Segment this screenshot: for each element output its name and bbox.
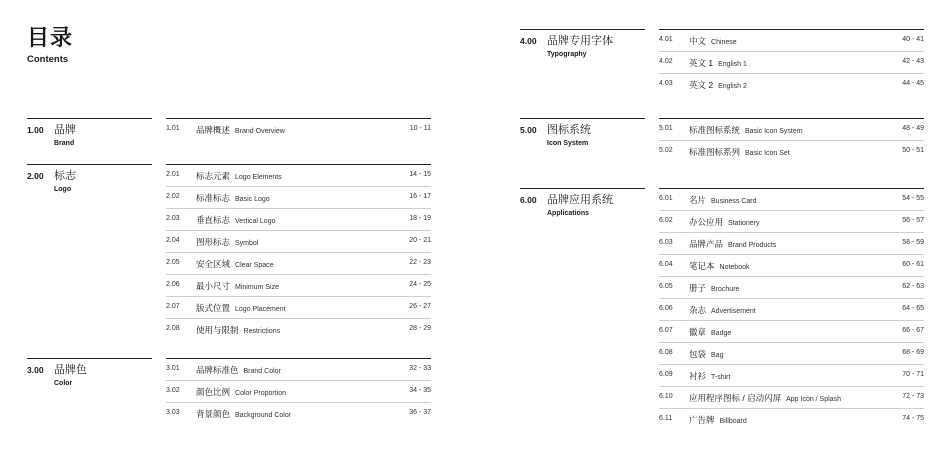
entry-title-zh: 应用程序图标 / 启动闪屏	[689, 393, 782, 403]
section-heading[interactable]	[520, 188, 645, 229]
entry-title-en: Vertical Logo	[235, 218, 276, 225]
section-heading[interactable]	[520, 29, 645, 70]
toc-entry[interactable]	[166, 319, 431, 340]
section-items	[166, 358, 431, 424]
entry-title	[689, 56, 747, 71]
entry-page-range: 66 - 67	[902, 327, 924, 334]
entry-number: 6.04	[659, 261, 673, 268]
entry-number: 6.11	[659, 415, 673, 422]
entry-title-zh: 杂志	[689, 305, 707, 315]
section-number: 4.00	[520, 36, 537, 46]
entry-title-zh: 品牌产品	[689, 239, 724, 249]
entry-title-zh: 品牌概述	[196, 125, 231, 135]
section-title-en: Icon System	[547, 140, 589, 147]
entry-title	[689, 145, 790, 160]
entry-title-en: Clear Space	[235, 262, 274, 269]
entry-number: 2.03	[166, 215, 180, 222]
entry-number: 6.09	[659, 371, 673, 378]
entry-title-en: Brand Overview	[235, 128, 285, 135]
section-title-zh: 品牌色	[54, 364, 87, 376]
toc-entry[interactable]	[166, 275, 431, 297]
section-number: 5.00	[520, 125, 537, 135]
toc-entry[interactable]	[166, 381, 431, 403]
entry-number: 5.01	[659, 125, 673, 132]
section-title-zh: 品牌专用字体	[547, 35, 613, 47]
entry-page-range: 20 - 21	[409, 237, 431, 244]
entry-title	[689, 347, 723, 362]
entry-number: 6.02	[659, 217, 673, 224]
toc-entry[interactable]	[659, 30, 924, 52]
section-items	[166, 118, 431, 140]
entry-title-en: Brand Color	[243, 368, 281, 375]
section-number: 1.00	[27, 125, 44, 135]
entry-title-zh: 背景颜色	[196, 409, 231, 419]
entry-title-en: English 1	[718, 61, 747, 68]
toc-entry[interactable]	[659, 141, 924, 162]
section-number: 3.00	[27, 365, 44, 375]
entry-page-range: 40 - 41	[902, 36, 924, 43]
entry-number: 6.06	[659, 305, 673, 312]
entry-title	[196, 279, 279, 294]
entry-number: 2.04	[166, 237, 180, 244]
entry-title	[689, 34, 737, 49]
entry-number: 4.03	[659, 80, 673, 87]
entry-number: 2.02	[166, 193, 180, 200]
toc-entry[interactable]	[659, 409, 924, 430]
entry-title-en: Notebook	[719, 264, 750, 271]
entry-title-en: Brand Products	[728, 242, 777, 249]
toc-entry[interactable]	[659, 365, 924, 387]
entry-page-range: 14 - 15	[409, 171, 431, 178]
entry-title	[689, 369, 730, 384]
entry-title-en: Billboard	[719, 418, 747, 425]
toc-entry[interactable]	[166, 187, 431, 209]
entry-title-en: Restrictions	[243, 328, 281, 335]
section-items	[659, 188, 924, 430]
toc-entry[interactable]	[659, 119, 924, 141]
toc-entry[interactable]	[659, 343, 924, 365]
entry-number: 3.01	[166, 365, 180, 372]
entry-title-en: Brochure	[711, 286, 740, 293]
entry-page-range: 60 - 61	[902, 261, 924, 268]
entry-title	[196, 363, 281, 378]
section-heading[interactable]	[520, 118, 645, 159]
section-heading[interactable]	[27, 118, 152, 159]
entry-title-zh: 办公应用	[689, 217, 724, 227]
entry-title	[196, 407, 291, 422]
toc-entry[interactable]	[659, 321, 924, 343]
section-title-en: Logo	[54, 186, 72, 193]
section-title-zh: 品牌	[54, 124, 76, 136]
section-title-en: Color	[54, 380, 73, 387]
entry-title-en: Bag	[711, 352, 724, 359]
entry-title-zh: 使用与限制	[196, 325, 239, 335]
toc-entry[interactable]	[166, 165, 431, 187]
entry-page-range: 44 - 45	[902, 80, 924, 87]
entry-page-range: 54 - 55	[902, 195, 924, 202]
entry-title-en: Chinese	[711, 39, 737, 46]
entry-number: 2.08	[166, 325, 180, 332]
entry-title-zh: 标志元素	[196, 171, 231, 181]
entry-page-range: 32 - 33	[409, 365, 431, 372]
entry-title-en: Basic Icon System	[745, 128, 803, 135]
entry-title	[196, 257, 274, 272]
toc-entry[interactable]	[166, 253, 431, 275]
entry-title	[689, 281, 739, 296]
section-title-zh: 图标系统	[547, 124, 591, 136]
toc-entry[interactable]	[166, 297, 431, 319]
entry-title-zh: 衬衫	[689, 371, 707, 381]
toc-entry[interactable]	[166, 231, 431, 253]
entry-title	[196, 235, 258, 250]
entry-title-zh: 标准图标系列	[689, 147, 741, 157]
entry-title-zh: 安全区域	[196, 259, 231, 269]
entry-title-en: Minimum Size	[235, 284, 279, 291]
entry-page-range: 16 - 17	[409, 193, 431, 200]
toc-entry[interactable]	[166, 403, 431, 424]
entry-page-range: 72 - 73	[902, 393, 924, 400]
entry-title	[689, 303, 756, 318]
page-subtitle: Contents	[27, 54, 69, 65]
section-number: 2.00	[27, 171, 44, 181]
entry-number: 4.02	[659, 58, 673, 65]
entry-title-zh: 版式位置	[196, 303, 231, 313]
entry-number: 3.02	[166, 387, 180, 394]
entry-title	[689, 193, 757, 208]
entry-title-zh: 包袋	[689, 349, 707, 359]
toc-entry[interactable]	[659, 52, 924, 74]
entry-page-range: 24 - 25	[409, 281, 431, 288]
entry-title-zh: 英文 2	[689, 80, 714, 90]
toc-entry[interactable]	[659, 211, 924, 233]
entry-number: 6.10	[659, 393, 673, 400]
entry-title-en: Color Proportion	[235, 390, 286, 397]
entry-title-zh: 中文	[689, 36, 707, 46]
entry-title-en: Badge	[711, 330, 732, 337]
entry-page-range: 56 - 57	[902, 217, 924, 224]
entry-page-range: 58 - 59	[902, 239, 924, 246]
toc-entry[interactable]	[659, 387, 924, 409]
entry-title	[689, 259, 749, 274]
entry-title-en: Symbol	[235, 240, 259, 247]
entry-page-range: 70 - 71	[902, 371, 924, 378]
entry-title-en: Business Card	[711, 198, 757, 205]
entry-title-en: Background Color	[235, 412, 292, 419]
toc-entry[interactable]	[659, 255, 924, 277]
entry-title-zh: 笔记本	[689, 261, 715, 271]
entry-title-en: Basic Icon Set	[745, 150, 790, 157]
entry-title-en: Basic Logo	[235, 196, 270, 203]
entry-title-en: App Icon / Splash	[786, 396, 841, 403]
entry-title-zh: 英文 1	[689, 58, 714, 68]
entry-page-range: 36 - 37	[409, 409, 431, 416]
entry-title	[196, 213, 276, 228]
section-items	[166, 164, 431, 340]
entry-title	[689, 391, 841, 406]
entry-number: 2.05	[166, 259, 180, 266]
entry-page-range: 62 - 63	[902, 283, 924, 290]
toc-entry[interactable]	[166, 359, 431, 381]
entry-number: 2.01	[166, 171, 180, 178]
entry-title	[196, 301, 286, 316]
entry-title-en: T-shirt	[711, 374, 731, 381]
toc-entry[interactable]	[166, 119, 431, 140]
toc-entry[interactable]	[659, 74, 924, 95]
entry-title-en: Advertisement	[711, 308, 756, 315]
entry-number: 6.03	[659, 239, 673, 246]
section-heading[interactable]	[27, 164, 152, 205]
entry-title	[689, 413, 747, 428]
entry-title	[196, 323, 280, 338]
toc-entry[interactable]	[166, 209, 431, 231]
entry-number: 6.07	[659, 327, 673, 334]
entry-title	[196, 385, 286, 400]
section-number: 6.00	[520, 195, 537, 205]
entry-title	[196, 123, 285, 138]
entry-number: 1.01	[166, 125, 180, 132]
entry-number: 4.01	[659, 36, 673, 43]
entry-page-range: 74 - 75	[902, 415, 924, 422]
entry-title-zh: 广告牌	[689, 415, 715, 425]
entry-title-zh: 册子	[689, 283, 707, 293]
entry-page-range: 26 - 27	[409, 303, 431, 310]
section-title-en: Brand	[54, 140, 75, 147]
entry-title-zh: 颜色比例	[196, 387, 231, 397]
entry-page-range: 50 - 51	[902, 147, 924, 154]
entry-number: 5.02	[659, 147, 673, 154]
entry-title	[689, 123, 803, 138]
section-title-en: Applications	[547, 210, 590, 217]
entry-number: 2.07	[166, 303, 180, 310]
entry-number: 3.03	[166, 409, 180, 416]
toc-entry[interactable]	[659, 277, 924, 299]
entry-title-zh: 垂直标志	[196, 215, 231, 225]
entry-number: 2.06	[166, 281, 180, 288]
section-title-zh: 品牌应用系统	[547, 194, 613, 206]
entry-title-zh: 名片	[689, 195, 707, 205]
entry-number: 6.08	[659, 349, 673, 356]
entry-page-range: 22 - 23	[409, 259, 431, 266]
entry-title-en: English 2	[718, 83, 747, 90]
section-items	[659, 118, 924, 162]
entry-title	[196, 169, 282, 184]
entry-title-zh: 最小尺寸	[196, 281, 231, 291]
toc-entry[interactable]	[659, 299, 924, 321]
entry-page-range: 48 - 49	[902, 125, 924, 132]
entry-title-zh: 标准标志	[196, 193, 231, 203]
entry-title	[689, 78, 747, 93]
section-heading[interactable]	[27, 358, 152, 399]
entry-title-en: Logo Placement	[235, 306, 286, 313]
entry-title-zh: 标准图标系统	[689, 125, 741, 135]
entry-page-range: 64 - 65	[902, 305, 924, 312]
entry-page-range: 42 - 43	[902, 58, 924, 65]
entry-title-zh: 徽章	[689, 327, 707, 337]
entry-page-range: 68 - 69	[902, 349, 924, 356]
entry-title-en: Stationery	[728, 220, 760, 227]
toc-entry[interactable]	[659, 189, 924, 211]
entry-title	[689, 237, 776, 252]
section-title-en: Typography	[547, 51, 587, 58]
entry-page-range: 28 - 29	[409, 325, 431, 332]
entry-title	[196, 191, 270, 206]
entry-title	[689, 325, 731, 340]
entry-number: 6.01	[659, 195, 673, 202]
entry-title-zh: 图形标志	[196, 237, 231, 247]
toc-entry[interactable]	[659, 233, 924, 255]
entry-page-range: 18 - 19	[409, 215, 431, 222]
entry-page-range: 34 - 35	[409, 387, 431, 394]
entry-number: 6.05	[659, 283, 673, 290]
entry-title-en: Logo Elements	[235, 174, 282, 181]
entry-title-zh: 品牌标准色	[196, 365, 239, 375]
section-title-zh: 标志	[54, 170, 76, 182]
entry-page-range: 10 - 11	[409, 125, 431, 132]
page-title: 目录	[27, 25, 74, 50]
section-items	[659, 29, 924, 95]
entry-title	[689, 215, 760, 230]
